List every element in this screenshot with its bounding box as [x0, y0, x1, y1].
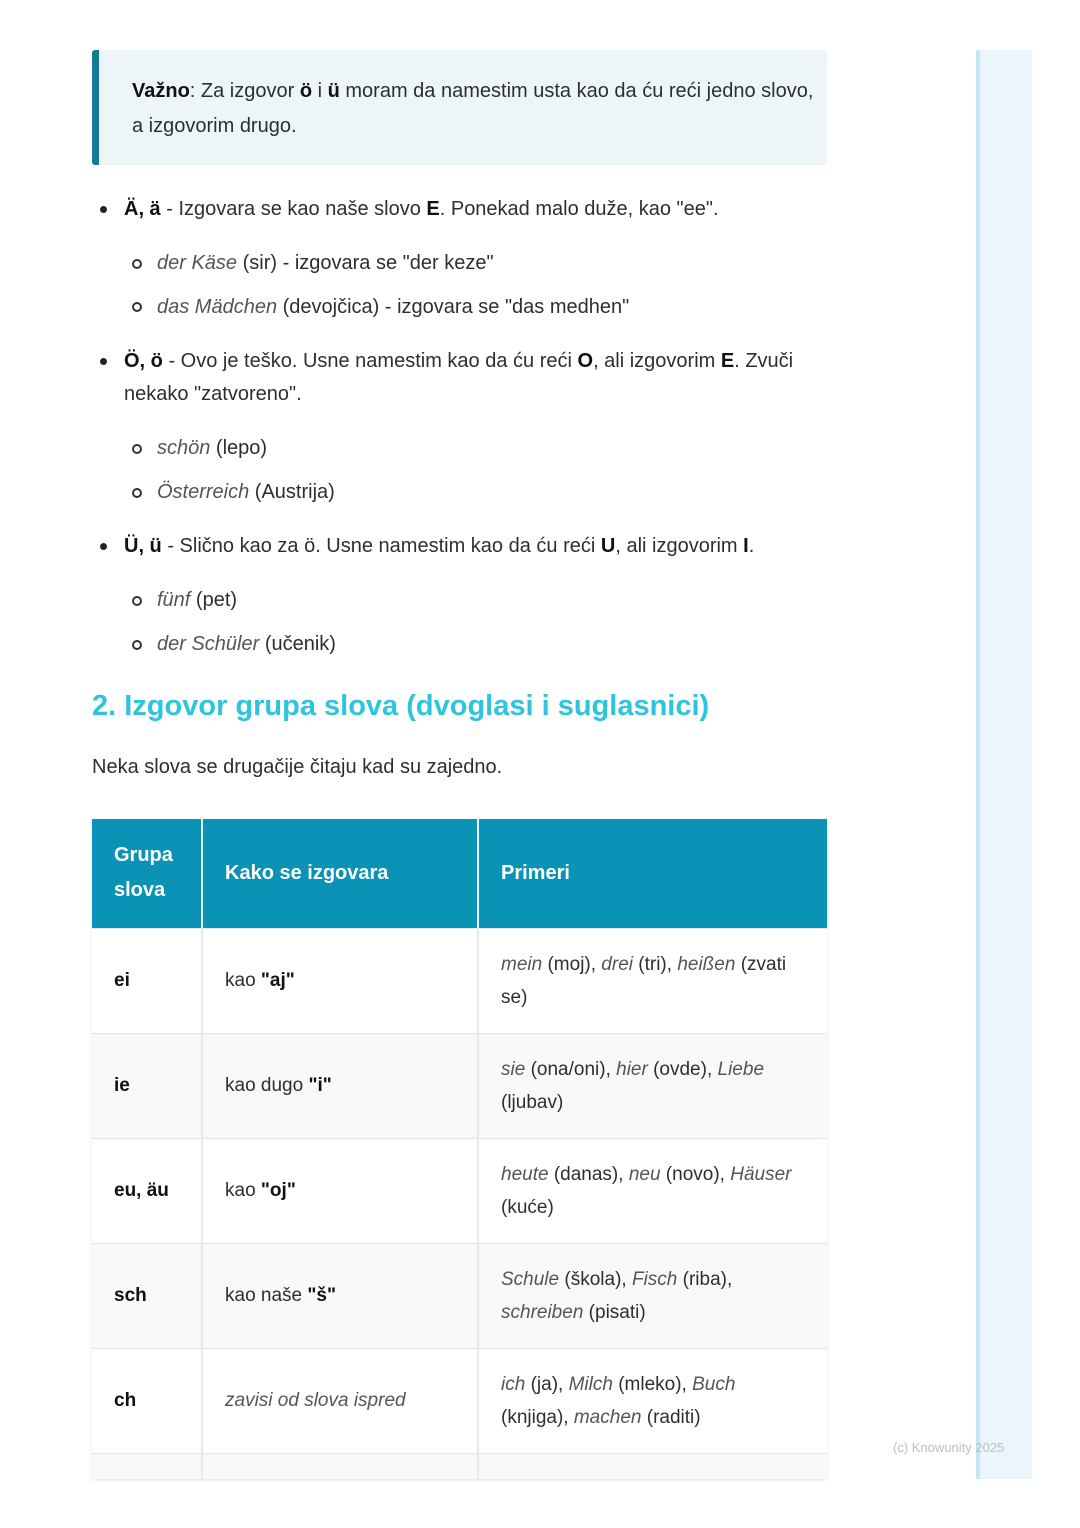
example-gloss: (ljubav)	[501, 1091, 564, 1113]
example-gloss: (riba),	[677, 1268, 733, 1290]
bullet-text: , ali izgovorim	[593, 350, 721, 372]
example-word: ich	[501, 1373, 526, 1395]
table-header-cell: Grupa slova	[92, 819, 202, 928]
example-gloss: (tri),	[632, 953, 678, 975]
bullet-strong: U	[600, 535, 616, 557]
bullet-umlaut-o	[124, 345, 829, 411]
callout-mid: i	[312, 80, 328, 102]
table-header-row	[92, 819, 827, 928]
example-word: hier	[616, 1058, 648, 1080]
group-text: ch	[114, 1390, 137, 1411]
bullet-text: . Zvuči nekako "zatvoreno".	[124, 350, 794, 405]
bullet-text: . Ponekad malo duže, kao "ee".	[439, 198, 719, 220]
table-row	[92, 1348, 827, 1453]
how-text: kao	[225, 1180, 261, 1201]
bullet-text: - Ovo je teško. Usne namestim kao da ću reći	[162, 350, 578, 372]
sub-bullet-ring	[132, 302, 142, 312]
bullet-letter: Ü, ü	[124, 535, 162, 557]
sub-bullet-ring	[132, 259, 142, 269]
example-gloss: (novo),	[660, 1163, 731, 1185]
example-gloss: (raditi)	[641, 1406, 701, 1428]
example-rest: (Austrija)	[249, 481, 335, 503]
example-item	[157, 628, 827, 661]
bullet-strong: E	[426, 198, 440, 220]
example-gloss: (ona/oni),	[525, 1058, 617, 1080]
group-cell	[92, 1453, 202, 1479]
group-cell	[92, 1348, 202, 1453]
how-italic: zavisi od slova ispred	[225, 1390, 406, 1411]
example-word: der Schüler	[157, 633, 260, 655]
sub-bullet-ring	[132, 488, 142, 498]
callout-u: ü	[327, 80, 340, 102]
example-gloss: (ovde),	[647, 1058, 718, 1080]
example-rest: (devojčica) - izgovara se "das medhen"	[277, 296, 630, 318]
how-cell	[202, 1453, 478, 1479]
callout-text-2: moram da namestim usta kao da ću reći jedno slovo, a izgovorim drugo.	[132, 80, 814, 137]
example-rest: (pet)	[190, 589, 238, 611]
callout-o: ö	[299, 80, 313, 102]
bullet-text: , ali izgovorim	[615, 535, 744, 557]
example-word: fünf	[157, 589, 191, 611]
example-gloss: (kuće)	[501, 1196, 554, 1218]
table-header-cell: Primeri	[478, 819, 827, 928]
example-word: schreiben	[501, 1301, 584, 1323]
how-cell	[202, 928, 478, 1033]
bullet-text: - Izgovara se kao naše slovo	[160, 198, 427, 220]
bullet-umlaut-u	[124, 530, 829, 563]
how-text: kao dugo	[225, 1075, 309, 1096]
example-word: drei	[601, 953, 633, 975]
example-gloss: (zvati se)	[501, 953, 787, 1008]
examples-cell	[478, 1243, 827, 1348]
copyright-footer: (c) Knowunity 2025	[893, 1440, 1005, 1455]
example-gloss: (škola),	[559, 1268, 632, 1290]
how-strong: "š"	[307, 1285, 336, 1306]
examples-cell	[478, 1033, 827, 1138]
callout-text	[132, 74, 822, 144]
example-item	[157, 291, 827, 324]
right-sidebar-strip	[976, 50, 1032, 1479]
section-intro: Neka slova se drugačije čitaju kad su zajedno.	[92, 756, 503, 778]
sub-bullet-ring	[132, 640, 142, 650]
example-item	[157, 476, 827, 509]
group-text: ei	[114, 970, 130, 991]
bullet-letter: Ä, ä	[124, 198, 161, 220]
example-word: Schule	[501, 1268, 560, 1290]
examples-cell	[478, 928, 827, 1033]
how-text: kao	[225, 970, 261, 991]
bullet-strong: E	[720, 350, 735, 372]
example-gloss: (moj),	[542, 953, 602, 975]
example-word: der Käse	[157, 252, 238, 274]
example-word: Buch	[692, 1373, 736, 1395]
how-strong: "aj"	[260, 970, 295, 991]
examples-cell	[478, 1138, 827, 1243]
example-item	[157, 584, 827, 617]
how-cell	[202, 1033, 478, 1138]
example-rest: (lepo)	[210, 437, 268, 459]
example-rest: (sir) - izgovara se "der keze"	[237, 252, 494, 274]
bullet-text: - Slično kao za ö. Usne namestim kao da ću reći	[161, 535, 601, 557]
example-word: machen	[573, 1406, 642, 1428]
example-word: heißen	[677, 953, 736, 975]
group-text: sch	[114, 1285, 147, 1306]
callout-label: Važno	[132, 80, 190, 102]
example-gloss: (ja),	[525, 1373, 569, 1395]
example-item	[157, 247, 827, 280]
bullet-strong: O	[577, 350, 594, 372]
table-row	[92, 1033, 827, 1138]
sub-bullet-ring	[132, 444, 142, 454]
example-word: neu	[628, 1163, 661, 1185]
examples-cell	[478, 1348, 827, 1453]
group-text: eu, äu	[114, 1180, 169, 1201]
example-gloss: (danas),	[548, 1163, 629, 1185]
table-row	[92, 1243, 827, 1348]
how-cell	[202, 1348, 478, 1453]
sub-bullet-ring	[132, 596, 142, 606]
group-cell	[92, 1243, 202, 1348]
how-cell	[202, 1243, 478, 1348]
example-gloss: (knjiga),	[501, 1406, 574, 1428]
example-word: mein	[501, 953, 543, 975]
example-gloss: (pisati)	[583, 1301, 646, 1323]
letter-groups-table	[92, 819, 827, 1479]
example-gloss: (mleko),	[612, 1373, 693, 1395]
bullet-dot	[100, 543, 107, 550]
bullet-umlaut-a	[124, 193, 829, 226]
how-text: kao naše	[225, 1285, 308, 1306]
important-callout	[92, 50, 827, 165]
bullet-dot	[100, 206, 107, 213]
example-item	[157, 432, 827, 465]
group-cell	[92, 1138, 202, 1243]
example-word: Häuser	[730, 1163, 792, 1185]
example-word: schön	[157, 437, 211, 459]
group-cell	[92, 928, 202, 1033]
table-header-cell: Kako se izgovara	[202, 819, 478, 928]
how-strong: "i"	[308, 1075, 332, 1096]
example-word: Fisch	[631, 1268, 678, 1290]
example-word: Österreich	[157, 481, 250, 503]
example-rest: (učenik)	[259, 633, 336, 655]
table-row	[92, 928, 827, 1033]
group-text: ie	[114, 1075, 130, 1096]
callout-text-1: : Za izgovor	[189, 80, 300, 102]
bullet-dot	[100, 358, 107, 365]
section-heading: 2. Izgovor grupa slova (dvoglasi i suglasnici)	[92, 690, 710, 722]
how-strong: "oj"	[260, 1180, 296, 1201]
example-word: das Mädchen	[157, 296, 278, 318]
how-cell	[202, 1138, 478, 1243]
bullet-letter: Ö, ö	[124, 350, 163, 372]
table-row	[92, 1138, 827, 1243]
example-word: Milch	[568, 1373, 613, 1395]
group-cell	[92, 1033, 202, 1138]
example-word: sie	[501, 1058, 526, 1080]
table-row-partial	[92, 1453, 827, 1479]
bullet-text: .	[748, 535, 755, 557]
bullet-strong: I	[743, 535, 749, 557]
examples-cell	[478, 1453, 827, 1479]
example-word: Liebe	[717, 1058, 765, 1080]
example-word: heute	[501, 1163, 549, 1185]
